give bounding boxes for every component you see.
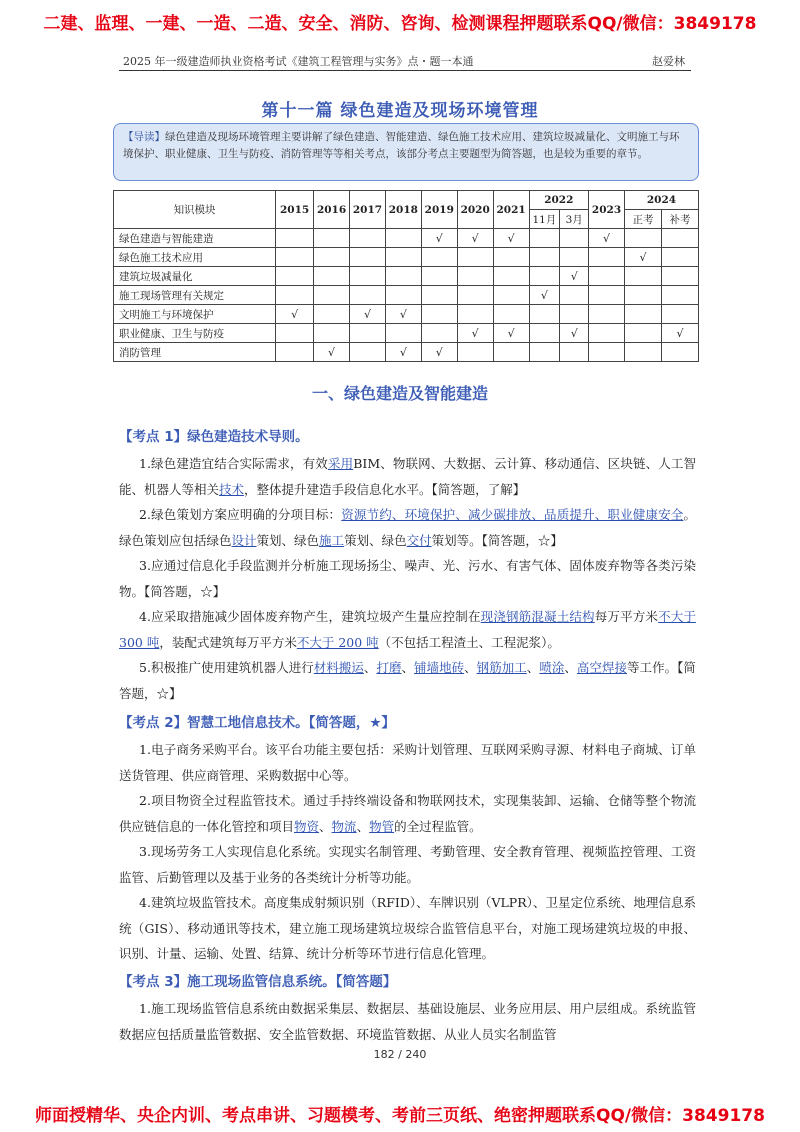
year-cell bbox=[661, 286, 698, 305]
bottom-promo-banner: 师面授精华、央企内训、考点串讲、习题模考、考前三页纸、绝密押题联系QQ/微信：3849178 bbox=[35, 1106, 765, 1126]
year-cell bbox=[560, 229, 589, 248]
year-cell bbox=[493, 324, 529, 343]
year-header: 2017 bbox=[350, 191, 386, 229]
kd2-paragraph-2: 2.项目物资全过程监管技术。通过手持终端设备和物联网技术，实现集装卸、运输、仓储等整个物流供应链信息的一体化管控和项目物资、物流、物管的全过程监管。 bbox=[119, 793, 696, 834]
check-mark: √ bbox=[435, 231, 443, 245]
year-header: 2018 bbox=[385, 191, 421, 229]
year-cell bbox=[589, 248, 625, 267]
year-cell bbox=[421, 286, 457, 305]
year-cell bbox=[276, 248, 314, 267]
year-cell bbox=[589, 267, 625, 286]
module-name: 绿色建造与智能建造 bbox=[114, 229, 276, 248]
key-point-2-title: 【考点 2】智慧工地信息技术。【简答题，★】 bbox=[119, 715, 395, 731]
year-cell bbox=[624, 286, 661, 305]
year-cell bbox=[529, 324, 560, 343]
year-cell bbox=[661, 267, 698, 286]
check-mark: √ bbox=[507, 231, 515, 245]
year-header: 2015 bbox=[276, 191, 314, 229]
kd2-paragraph-3: 3.现场劳务工人实现信息化系统。实现实名制管理、考勤管理、安全教育管理、视频监控管理、工资监管、后勤管理以及基于业务的各类统计分析等功能。 bbox=[119, 844, 696, 885]
kd3-paragraph-1: 1.施工现场监管信息系统由数据采集层、数据层、基础设施层、业务应用层、用户层组成。系统监管数据应包括质量监管数据、安全监管数据、环境监管数据、从业人员实名制监管 bbox=[119, 1001, 696, 1042]
year-cell bbox=[529, 286, 560, 305]
running-head-author: 赵爱林 bbox=[652, 55, 685, 68]
year-cell bbox=[314, 343, 350, 362]
year-cell bbox=[560, 343, 589, 362]
year-cell bbox=[624, 248, 661, 267]
year-cell bbox=[661, 305, 698, 324]
year-cell bbox=[624, 229, 661, 248]
kd2-paragraph-4: 4.建筑垃圾监管技术。高度集成射频识别（RFID）、车牌识别（VLPR）、卫星定位系统、地理信息系统（GIS）、移动通讯等技术，建立施工现场建筑垃圾综合监管信息平台，对施工现场建筑垃圾的申报、识别、计量、运输、处置、结算、统计分析等环节进行信息化管理。 bbox=[119, 895, 696, 961]
year-cell bbox=[529, 305, 560, 324]
check-mark: √ bbox=[639, 250, 647, 264]
year-cell bbox=[314, 305, 350, 324]
year-cell bbox=[624, 324, 661, 343]
year-cell bbox=[661, 324, 698, 343]
table-row bbox=[114, 267, 699, 286]
sub-header-2024-makeup: 补考 bbox=[661, 210, 698, 229]
year-cell bbox=[529, 229, 560, 248]
year-cell bbox=[421, 324, 457, 343]
year-cell bbox=[350, 286, 386, 305]
top-promo-banner: 二建、监理、一建、一造、二造、安全、消防、咨询、检测课程押题联系QQ/微信：3849178 bbox=[43, 14, 757, 34]
year-cell bbox=[589, 305, 625, 324]
guide-box bbox=[113, 123, 699, 181]
sub-header-2024-main: 正考 bbox=[624, 210, 661, 229]
year-cell bbox=[350, 248, 386, 267]
table-row bbox=[114, 343, 699, 362]
check-mark: √ bbox=[676, 326, 684, 340]
kd2-paragraph-1: 1.电子商务采购平台。该平台功能主要包括：采购计划管理、互联网采购寻源、材料电子商城、订单送货管理、供应商管理、采购数据中心等。 bbox=[119, 742, 696, 783]
year-header: 2016 bbox=[314, 191, 350, 229]
kd1-paragraph-5: 5.积极推广使用建筑机器人进行材料搬运、打磨、铺墙地砖、钢筋加工、喷涂、高空焊接等工作。【简答题，☆】 bbox=[119, 660, 696, 701]
chapter-title: 第十一篇 绿色建造及现场环境管理 bbox=[261, 101, 539, 121]
year-cell bbox=[314, 229, 350, 248]
table-row bbox=[114, 229, 699, 248]
year-cell bbox=[457, 286, 493, 305]
year-cell bbox=[276, 286, 314, 305]
year-cell bbox=[493, 229, 529, 248]
year-cell bbox=[457, 248, 493, 267]
year-cell bbox=[529, 267, 560, 286]
key-point-3-title: 【考点 3】施工现场监管信息系统。【简答题】 bbox=[119, 974, 397, 990]
table-row bbox=[114, 248, 699, 267]
year-cell bbox=[314, 324, 350, 343]
year-cell bbox=[529, 343, 560, 362]
year-header: 2019 bbox=[421, 191, 457, 229]
year-cell bbox=[421, 229, 457, 248]
year-cell bbox=[560, 248, 589, 267]
check-mark: √ bbox=[603, 231, 611, 245]
year-header-2022: 2022 bbox=[529, 191, 589, 210]
check-mark: √ bbox=[363, 307, 371, 321]
check-mark: √ bbox=[328, 345, 336, 359]
check-mark: √ bbox=[471, 231, 479, 245]
year-cell bbox=[350, 229, 386, 248]
year-cell bbox=[276, 267, 314, 286]
year-cell bbox=[350, 324, 386, 343]
year-cell bbox=[560, 324, 589, 343]
kd1-paragraph-1: 1.绿色建造宜结合实际需求，有效采用BIM、物联网、大数据、云计算、移动通信、区块链、人工智能、机器人等相关技术，整体提升建造手段信息化水平。【简答题，了解】 bbox=[119, 456, 696, 497]
table-row bbox=[114, 305, 699, 324]
year-cell bbox=[529, 248, 560, 267]
check-mark: √ bbox=[570, 269, 578, 283]
year-cell bbox=[421, 305, 457, 324]
year-cell bbox=[589, 229, 625, 248]
year-cell bbox=[589, 286, 625, 305]
year-cell bbox=[661, 248, 698, 267]
section-heading: 一、绿色建造及智能建造 bbox=[311, 384, 488, 403]
year-header-2024: 2024 bbox=[624, 191, 698, 210]
key-point-1-title: 【考点 1】绿色建造技术导则。 bbox=[119, 429, 309, 445]
year-cell bbox=[624, 267, 661, 286]
year-cell bbox=[385, 305, 421, 324]
year-cell bbox=[276, 229, 314, 248]
year-cell bbox=[457, 343, 493, 362]
kd1-paragraph-2: 2.绿色策划方案应明确的分项目标：资源节约、环境保护、减少碳排放、品质提升、职业健康安全。绿色策划应包括绿色设计策划、绿色施工策划、绿色交付策划等。【简答题，☆】 bbox=[119, 507, 696, 548]
year-cell bbox=[350, 343, 386, 362]
year-cell bbox=[314, 286, 350, 305]
year-cell bbox=[457, 305, 493, 324]
running-head-title: 2025 年一级建造师执业资格考试《建筑工程管理与实务》点・题一本通 bbox=[123, 55, 474, 68]
check-mark: √ bbox=[471, 326, 479, 340]
exam-frequency-table bbox=[113, 190, 699, 362]
year-cell bbox=[493, 286, 529, 305]
year-cell bbox=[624, 305, 661, 324]
year-header-2023: 2023 bbox=[589, 191, 625, 229]
sub-header-2022-nov: 11月 bbox=[529, 210, 560, 229]
year-cell bbox=[314, 267, 350, 286]
module-header: 知识模块 bbox=[114, 191, 276, 229]
year-cell bbox=[421, 267, 457, 286]
check-mark: √ bbox=[399, 307, 407, 321]
year-cell bbox=[560, 267, 589, 286]
table-row bbox=[114, 324, 699, 343]
year-cell bbox=[661, 343, 698, 362]
year-cell bbox=[560, 305, 589, 324]
year-header: 2021 bbox=[493, 191, 529, 229]
table-row bbox=[114, 286, 699, 305]
year-cell bbox=[385, 286, 421, 305]
module-name: 施工现场管理有关规定 bbox=[114, 286, 276, 305]
module-name: 职业健康、卫生与防疫 bbox=[114, 324, 276, 343]
year-cell bbox=[276, 343, 314, 362]
year-cell bbox=[385, 229, 421, 248]
year-cell bbox=[661, 229, 698, 248]
guide-label: 【导读】 bbox=[123, 131, 165, 143]
year-cell bbox=[385, 343, 421, 362]
year-cell bbox=[457, 267, 493, 286]
running-head bbox=[119, 50, 691, 71]
year-header: 2020 bbox=[457, 191, 493, 229]
year-cell bbox=[385, 267, 421, 286]
year-cell bbox=[624, 343, 661, 362]
year-cell bbox=[457, 229, 493, 248]
year-cell bbox=[350, 305, 386, 324]
module-name: 文明施工与环境保护 bbox=[114, 305, 276, 324]
year-cell bbox=[560, 286, 589, 305]
year-cell bbox=[493, 248, 529, 267]
check-mark: √ bbox=[399, 345, 407, 359]
module-name: 建筑垃圾减量化 bbox=[114, 267, 276, 286]
check-mark: √ bbox=[507, 326, 515, 340]
year-cell bbox=[493, 267, 529, 286]
kd1-paragraph-3: 3.应通过信息化手段监测并分析施工现场扬尘、噪声、光、污水、有害气体、固体废弃物等各类污染物。【简答题，☆】 bbox=[119, 558, 696, 599]
year-cell bbox=[421, 248, 457, 267]
year-cell bbox=[314, 248, 350, 267]
year-cell bbox=[589, 324, 625, 343]
year-cell bbox=[350, 267, 386, 286]
check-mark: √ bbox=[435, 345, 443, 359]
year-cell bbox=[589, 343, 625, 362]
module-name: 消防管理 bbox=[114, 343, 276, 362]
year-cell bbox=[421, 343, 457, 362]
year-cell bbox=[385, 324, 421, 343]
page-number: 182 / 240 bbox=[373, 1048, 427, 1061]
kd1-paragraph-4: 4.应采取措施减少固体废弃物产生，建筑垃圾产生量应控制在现浇钢筋混凝土结构每万平方米不大于 300 吨，装配式建筑每万平方米不大于 200 吨（不包括工程渣土、工程泥浆）。 bbox=[119, 609, 696, 650]
guide-text: 绿色建造及现场环境管理主要讲解了绿色建造、智能建造、绿色施工技术应用、建筑垃圾减量化、文明施工与环境保护、职业健康、卫生与防疫、消防管理等等相关考点，该部分考点主要题型为简答题，也是较为重要的章节。 bbox=[123, 131, 680, 160]
year-cell bbox=[457, 324, 493, 343]
year-cell bbox=[276, 324, 314, 343]
year-cell bbox=[493, 305, 529, 324]
year-cell bbox=[385, 248, 421, 267]
year-cell bbox=[276, 305, 314, 324]
sub-header-2022-mar: 3月 bbox=[560, 210, 589, 229]
check-mark: √ bbox=[291, 307, 299, 321]
check-mark: √ bbox=[570, 326, 578, 340]
year-cell bbox=[493, 343, 529, 362]
module-name: 绿色施工技术应用 bbox=[114, 248, 276, 267]
check-mark: √ bbox=[540, 288, 548, 302]
